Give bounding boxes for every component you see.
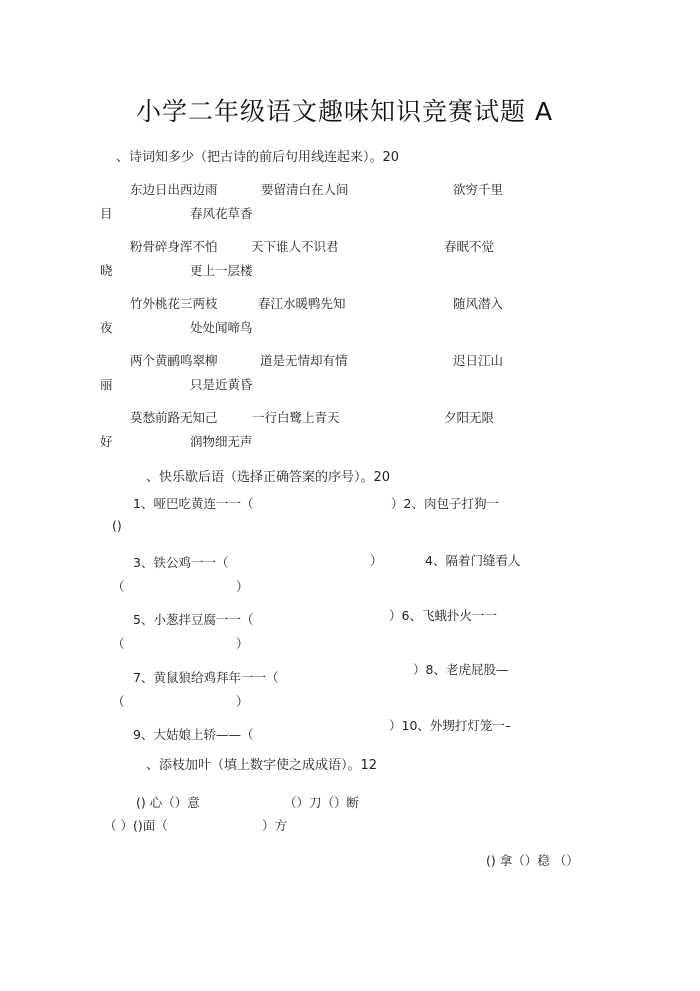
poem-line-wrap: 晓 — [100, 263, 113, 278]
poem-line-wrap-col2: 处处闻啼鸟 — [190, 320, 253, 335]
riddle-item-right: ）2、肉包子打狗一 — [391, 496, 499, 511]
section-3-heading: 、添枝加叶（填上数字使之成成语）。12 — [146, 758, 378, 773]
idiom-blank-1[interactable]: () 心（）意 — [136, 795, 200, 810]
answer-blank-close: ） — [236, 694, 249, 709]
riddle-item-right: ）6、飞蛾扑火一一 — [389, 608, 497, 623]
answer-blank-open[interactable]: （ — [112, 636, 125, 651]
idiom-blank-2[interactable]: （）刀（）断 — [284, 795, 360, 810]
section-2-heading: 、快乐歇后语（选择正确答案的序号）。20 — [146, 470, 391, 485]
poem-line-wrap: 夜 — [100, 320, 113, 335]
poem-line-wrap: 目 — [100, 206, 113, 221]
poem-line-col2: 天下谁人不识君 — [251, 239, 339, 254]
page-title: 小学二年级语文趣味知识竞赛试题 A — [136, 97, 554, 126]
riddle-item-right: ）10、外甥打灯笼一– — [389, 718, 512, 733]
poem-line-col2: 道是无情却有情 — [260, 353, 348, 368]
idiom-blank-4[interactable]: () 拿（）稳 （） — [486, 853, 579, 868]
poem-line-col3: 迟日江山 — [453, 353, 504, 368]
poem-line-col2: 春江水暖鸭先知 — [258, 296, 346, 311]
answer-blank-open[interactable]: （ — [112, 579, 125, 594]
poem-line-col1: 莫愁前路无知己 — [130, 410, 218, 425]
answer-blank-close: ） — [236, 579, 249, 594]
poem-line-col1: 竹外桃花三两枝 — [130, 296, 218, 311]
riddle-item-left: 5、小葱拌豆腐一一（ — [133, 612, 254, 627]
poem-line-wrap: 丽 — [100, 377, 113, 392]
riddle-item-right: 4、隔着门缝看人 — [425, 553, 521, 568]
poem-line-col1: 粉骨碎身浑不怕 — [130, 239, 218, 254]
poem-line-wrap-col2: 润物细无声 — [190, 434, 253, 449]
poem-line-col2: 要留清白在人间 — [261, 182, 349, 197]
riddle-item-left: 9、大姑娘上轿——（ — [133, 727, 254, 742]
poem-line-col3: 随风潜入 — [453, 296, 504, 311]
poem-line-col2: 一行白鹭上青天 — [252, 410, 340, 425]
poem-line-wrap: 好 — [100, 434, 113, 449]
riddle-item-left: 1、哑巴吃黄连一一（ — [133, 496, 254, 511]
answer-blank[interactable]: () — [112, 518, 122, 533]
poem-line-col1: 两个黄鹂鸣翠柳 — [130, 353, 218, 368]
idiom-blank-3-end: ）方 — [262, 818, 288, 833]
riddle-item-right: ）8、老虎屁股— — [413, 662, 509, 677]
answer-close-paren: ） — [370, 553, 383, 568]
riddle-item-left: 7、黄鼠狼给鸡拜年一一（ — [133, 670, 279, 685]
poem-line-col3: 春眠不觉 — [444, 239, 495, 254]
answer-blank-open[interactable]: （ — [112, 694, 125, 709]
poem-line-wrap-col2: 更上一层楼 — [190, 263, 253, 278]
poem-line-wrap-col2: 春风花草香 — [190, 206, 253, 221]
poem-line-col3: 夕阳无限 — [444, 410, 495, 425]
answer-blank-close: ） — [236, 636, 249, 651]
poem-line-col1: 东边日出西边雨 — [130, 182, 218, 197]
poem-line-wrap-col2: 只是近黄昏 — [190, 377, 253, 392]
section-1-heading: 、诗词知多少（把古诗的前后句用线连起来）。20 — [116, 150, 400, 165]
riddle-item-left: 3、铁公鸡一一（ — [133, 555, 229, 570]
idiom-blank-3[interactable]: （ ）()面（ — [104, 818, 168, 833]
poem-line-col3: 欲穷千里 — [453, 182, 504, 197]
